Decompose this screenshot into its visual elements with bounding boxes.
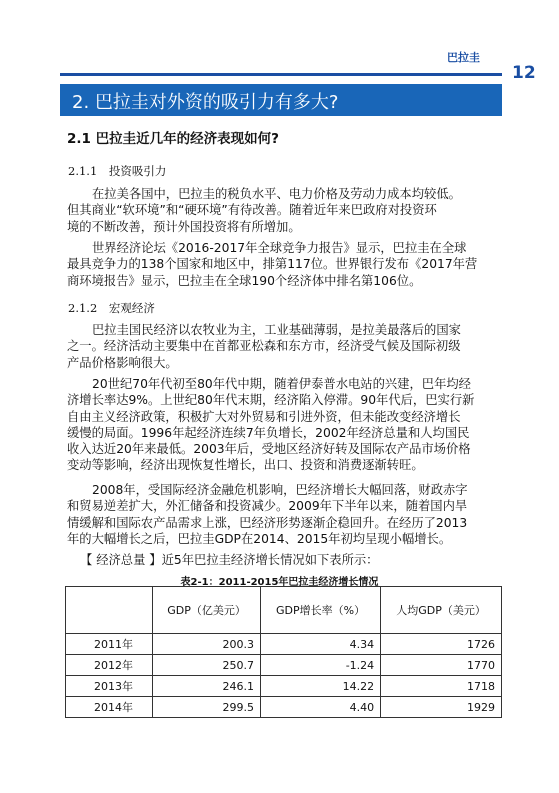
text-line: 济增长率达9%。上世纪80年代末期，经济陷入停滞。90年代后，巴实行新 [67,393,475,408]
text-line: 商环境报告》显示，巴拉圭在全球190个经济体中排名第106位。 [67,273,422,288]
table-caption: 表2-1：2011-2015年巴拉圭经济增长情况 [180,577,379,588]
gdp-cell: 299.5 [153,697,261,718]
paragraph [67,186,501,235]
text-line: 在拉美各国中，巴拉圭的税负水平、电力价格及劳动力成本均较低。 [92,187,461,201]
text-line: 之一。经济活动主要集中在首都亚松森和东方市，经济受气候及国际初级 [67,339,461,354]
header-cell: GDP增长率（%） [260,587,380,634]
year-cell: 2013年 [66,676,153,697]
paragraph [67,376,501,474]
table-row [66,697,502,718]
gdp-table [65,586,502,718]
paragraph [67,482,501,547]
header-cell: 人均GDP（美元） [381,587,502,634]
gdp-cell: 246.1 [153,676,261,697]
text-line: 世界经济论坛《2016-2017年全球竞争力报告》显示，巴拉圭在全球 [92,241,467,255]
paragraph [67,240,501,289]
header-country: 巴拉圭 [447,51,480,64]
table-lead: 【 经济总量 】近5年巴拉圭经济增长情况如下表所示： [80,553,379,567]
year-cell: 2014年 [66,697,153,718]
header-rule [60,73,502,76]
growth-cell: 4.40 [260,697,380,718]
paragraph [67,322,501,371]
text-line: 产品价格影响很大。 [67,355,178,370]
text-line: 和贸易逆差扩大，外汇储备和投资减少。2009年下半年以来，随着国内旱 [67,499,468,514]
subsection-title: 宏观经济 [108,301,155,315]
growth-cell: -1.24 [260,655,380,676]
text-line: 2008年，受国际经济金融危机影响，巴经济增长大幅回落，财政赤字 [92,483,468,497]
text-line: 境的不断改善，预计外国投资将有所增加。 [67,219,301,234]
section-title: 2.1 巴拉圭近几年的经济表现如何? [67,131,279,147]
growth-cell: 4.34 [260,634,380,655]
per-capita-cell: 1718 [381,676,502,697]
text-line: 收入达近20年来最低。2003年后，受地区经济好转及国际农产品市场价格 [67,442,471,457]
text-line: 情缓解和国际农产品需求上涨，巴经济形势逐渐企稳回升。在经历了2013 [67,515,468,530]
gdp-cell: 200.3 [153,634,261,655]
text-line: 自由主义经济政策，积极扩大对外贸易和引进外资，但未能改变经济增长 [67,409,461,424]
text-line: 20世纪70年代初至80年代中期，随着伊泰普水电站的兴建，巴年均经 [92,377,471,391]
header-cell [66,587,153,634]
text-line: 缓慢的局面。1996年起经济连续7年负增长，2002年经济总量和人均国民 [67,425,470,440]
growth-cell: 14.22 [260,676,380,697]
per-capita-cell: 1770 [381,655,502,676]
text-line: 变动等影响，经济出现恢复性增长，出口、投资和消费逐渐转旺。 [67,458,424,473]
subsection-heading-investment [68,163,166,179]
text-line: 但其商业“软环境”和“硬环境”有待改善。随着近年来巴政府对投资环 [67,203,437,218]
subsection-title: 投资吸引力 [108,164,167,178]
table-row [66,655,502,676]
subsection-heading-macro [68,300,155,316]
year-cell: 2011年 [66,634,153,655]
page-number: 12 [512,63,536,83]
gdp-cell: 250.7 [153,655,261,676]
per-capita-cell: 1929 [381,697,502,718]
text-line: 最具竞争力的138个国家和地区中，排第117位。世界银行发布《2017年营 [67,257,478,272]
year-cell: 2012年 [66,655,153,676]
subsection-number: 2.1.2 [68,301,98,315]
text-line: 巴拉圭国民经济以农牧业为主，工业基础薄弱，是拉美最落后的国家 [92,323,461,337]
per-capita-cell: 1726 [381,634,502,655]
table-row [66,634,502,655]
chapter-title: 2. 巴拉圭对外资的吸引力有多大? [72,92,339,113]
table-row [66,676,502,697]
subsection-number: 2.1.1 [68,164,98,178]
header-cell: GDP（亿美元） [153,587,261,634]
text-line: 年的大幅增长之后，巴拉圭GDP在2014、2015年初均呈现小幅增长。 [67,531,452,546]
table-header-row [66,587,502,634]
